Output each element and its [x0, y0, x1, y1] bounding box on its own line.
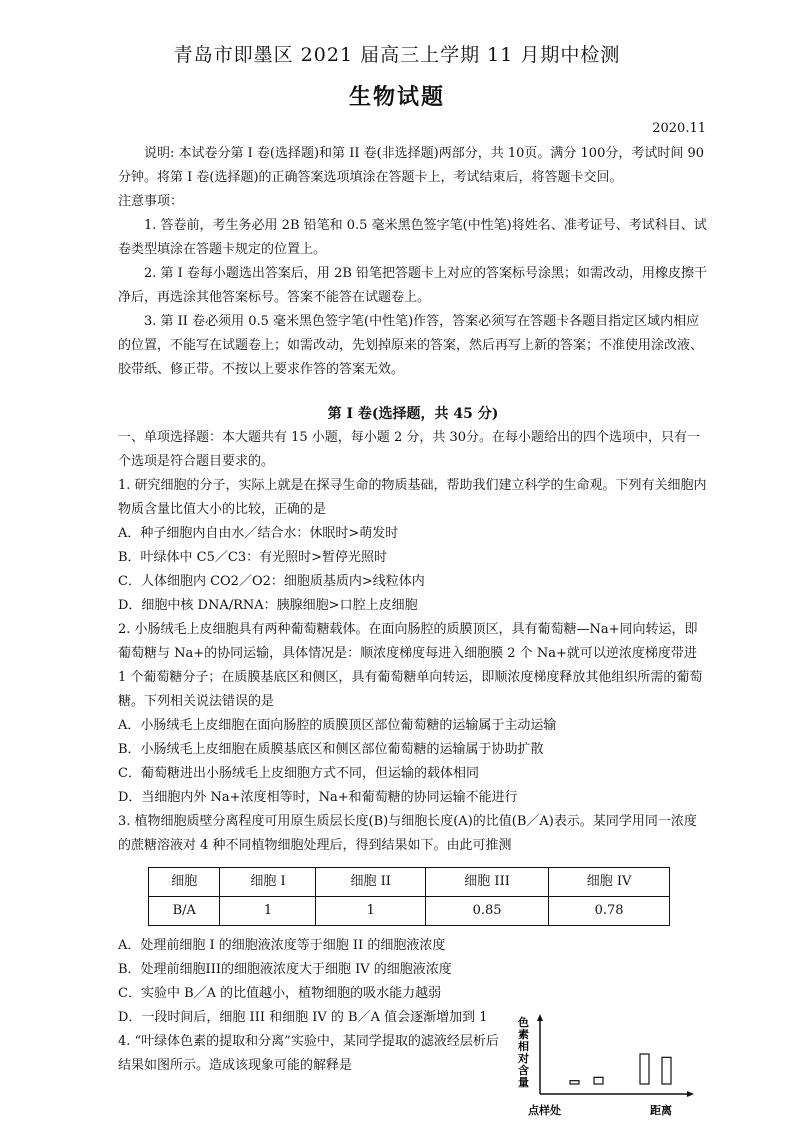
chart-bar-4: [662, 1057, 671, 1084]
chart-ylabel-char: 相: [518, 1041, 529, 1053]
q1-stem: 1. 研究细胞的分子，实际上就是在探寻生命的物质基础，帮助我们建立科学的生命观。下列有关细胞内物质含量比值大小的比较，正确的是: [118, 478, 707, 517]
pigment-chart: [510, 1012, 700, 1122]
table-cell: 1: [220, 897, 316, 926]
subject-title: 生物试题: [348, 84, 445, 110]
chart-ylabel-char: 量: [518, 1077, 529, 1089]
notice-label: 注意事项：: [118, 194, 184, 209]
q3-option-d: D．一段时间后，细胞 III 和细胞 IV 的 B／A 值会逐渐增加到 1: [118, 1010, 488, 1025]
exam-date: 2020.11: [652, 121, 706, 136]
y-axis-arrow: [537, 1014, 543, 1021]
q3-option-b: B．处理前细胞III的细胞液浓度大于细胞 IV 的细胞液浓度: [118, 962, 452, 977]
table-cell: 0.78: [549, 897, 670, 926]
chart-ylabel-char: 素: [518, 1029, 529, 1041]
table-header-cell: 细胞 I: [220, 868, 316, 897]
exam-body: [118, 142, 708, 1078]
q2-option-d: D．当细胞内外 Na+浓度相等时，Na+和葡萄糖的协同运输不能进行: [118, 790, 518, 805]
q1-option-b: B．叶绿体中 C5／C3：有光照时>暂停光照时: [118, 550, 388, 565]
q3-option-c: C．实验中 B／A 的比值越小，植物细胞的吸水能力越弱: [118, 986, 442, 1001]
chart-ylabel-char: 对: [518, 1053, 529, 1065]
table-header-cell: 细胞: [149, 868, 220, 897]
q3-stem: 3. 植物细胞质壁分离程度可用原生质层长度(B)与细胞长度(A)的比值(B／A)表示。某同学用同一浓度的蔗糖溶液对 4 种不同植物细胞处理后，得到结果如下。由此可推测: [118, 814, 697, 853]
notice-item-2: 2. 第 I 卷每小题选出答案后，用 2B 铅笔把答题卡上对应的答案标号涂黑；如需改动，用橡皮擦干净后，再选涂其他答案标号。答案不能答在试题卷上。: [118, 266, 708, 305]
chart-bar-2: [594, 1077, 603, 1084]
q3-option-a: A．处理前细胞 I 的细胞液浓度等于细胞 II 的细胞液浓度: [118, 938, 446, 953]
q1-option-d: D．细胞中核 DNA/RNA：胰腺细胞>口腔上皮细胞: [118, 598, 418, 613]
chart-bar-1: [570, 1081, 579, 1084]
table-row: [149, 897, 670, 926]
table-header-row: [149, 868, 670, 897]
notice-item-3: 3. 第 II 卷必须用 0.5 毫米黑色签字笔(中性笔)作答，答案必须写在答题卡各题目指定区域内相应的位置，不能写在试题卷上；如需改动，先划掉原来的答案，然后再写上新的答案；不准使用涂改液、胶带纸、修正带。不按以上要求作答的答案无效。: [118, 314, 704, 377]
exam-title: 青岛市即墨区 2021 届高三上学期 11 月期中检测: [173, 44, 621, 66]
q1-option-c: C．人体细胞内 CO2／O2：细胞质基质内>线粒体内: [118, 574, 425, 589]
q2-option-a: A．小肠绒毛上皮细胞在面向肠腔的质膜顶区部位葡萄糖的运输属于主动运输: [118, 718, 557, 733]
chart-origin-label: 点样处: [528, 1105, 561, 1117]
instructions-intro: 说明: 本试卷分第 I 卷(选择题)和第 II 卷(非选择题)两部分，共 10页。满分 100分，考试时间 90 分钟。将第 I 卷(选择题)的正确答案选项填涂在答题卡上，考试结束后，将答题卡交回。: [118, 146, 705, 185]
table-cell: 1: [316, 897, 426, 926]
q3-table: [148, 867, 670, 926]
chart-ylabel-char: 色: [518, 1017, 529, 1029]
table-cell: B/A: [149, 897, 220, 926]
table-header-cell: 细胞 II: [316, 868, 426, 897]
chart-ylabel-char: 含: [518, 1065, 529, 1077]
chart-bars: [570, 1054, 671, 1084]
x-axis-arrow: [687, 1091, 694, 1097]
section-intro: 一、单项选择题：本大题共有 15 小题，每小题 2 分，共 30分。在每小题给出的四个选项中，只有一个选项是符合题目要求的。: [118, 430, 701, 469]
table-cell: 0.85: [426, 897, 549, 926]
q2-option-b: B．小肠绒毛上皮细胞在质膜基底区和侧区部位葡萄糖的运输属于协助扩散: [118, 742, 544, 757]
table-header-cell: 细胞 IV: [549, 868, 670, 897]
chart-bar-3: [640, 1054, 649, 1084]
q2-stem: 2. 小肠绒毛上皮细胞具有两种葡萄糖载体。在面向肠腔的质膜顶区，具有葡萄糖—Na+同向转运，即葡萄糖与 Na+的协同运输，具体情况是：顺浓度梯度每进入细胞膜 2 个 Na+就可以逆浓度梯度带进 1 个葡萄糖分子；在质膜基底区和侧区，具有葡萄糖单向转运，即顺浓度梯度释放其他组织所需的葡萄糖。下列相关说法错误的是: [118, 622, 703, 709]
q4-stem: 4. “叶绿体色素的提取和分离”实验中，某同学提取的滤液经层析后结果如图所示。造成该现象可能的解释是: [118, 1034, 499, 1073]
q1-option-a: A．种子细胞内自由水／结合水：休眠时>萌发时: [118, 526, 399, 541]
chart-ylabel: [517, 1015, 529, 1089]
section-title: 第 I 卷(选择题，共 45 分): [327, 406, 499, 422]
table-header-cell: 细胞 III: [426, 868, 549, 897]
q2-option-c: C．葡萄糖进出小肠绒毛上皮细胞方式不同，但运输的载体相同: [118, 766, 479, 781]
chart-xlabel: 距离: [650, 1105, 672, 1117]
notice-item-1: 1. 答卷前，考生务必用 2B 铅笔和 0.5 毫米黑色签字笔(中性笔)将姓名、准考证号、考试科目、试卷类型填涂在答题卡规定的位置上。: [118, 218, 707, 257]
